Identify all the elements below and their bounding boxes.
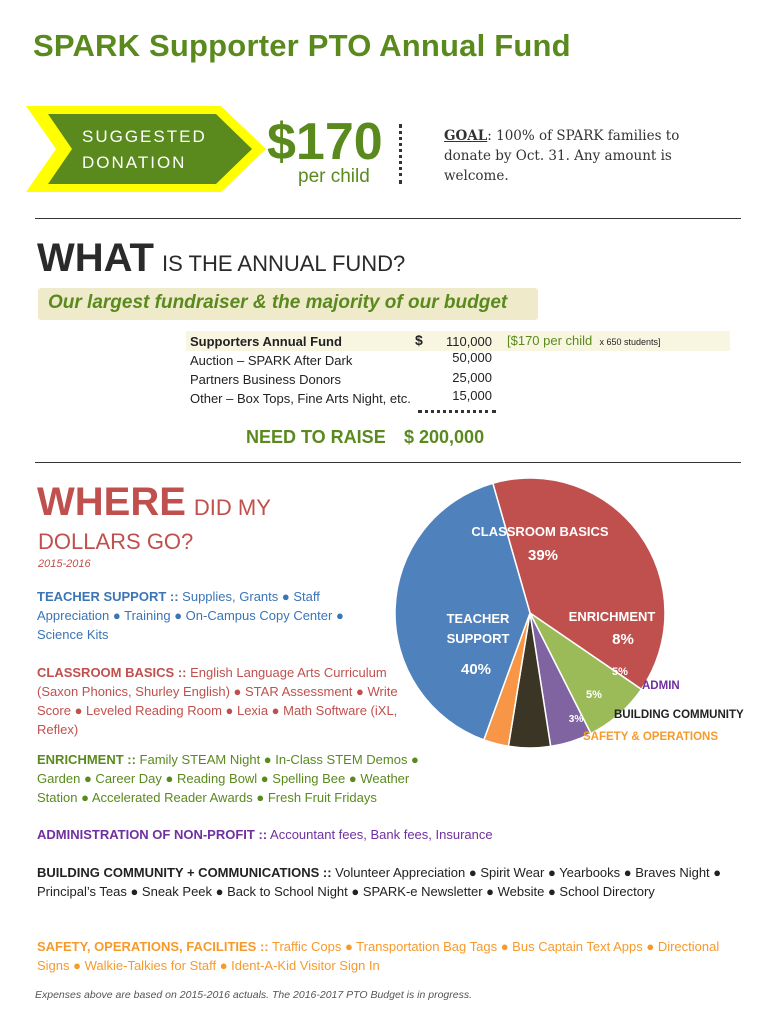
category-administration (37, 825, 597, 844)
fund-row-dollar-sign: $ (415, 332, 423, 348)
category-enrichment (37, 750, 447, 807)
suggested-donation-label (82, 124, 207, 176)
where-heading-line2: DOLLARS GO? (38, 529, 194, 554)
fiscal-year: 2015-2016 (38, 558, 91, 570)
fund-row-label: Supporters Annual Fund (190, 334, 342, 349)
pie-pct-safety: 3% (568, 714, 584, 725)
pie-pct-admin: 5% (612, 666, 628, 678)
fund-row-label: Partners Business Donors (190, 372, 342, 387)
category-text: English Language Arts Curriculum (Saxon Phonics, Shurley English) ● STAR Assessment ● Write Score ● Leveled Reading Room ● Lexia ● Math Software (iXL, Reflex) (37, 665, 398, 737)
what-tagline: Our largest fundraiser & the majority of our budget (38, 288, 538, 320)
section-divider (35, 218, 741, 219)
category-teacher-support (37, 587, 382, 644)
footnote: Expenses above are based on 2015-2016 actuals. The 2016-2017 PTO Budget is in progress. (35, 989, 473, 1001)
goal-text: : 100% of SPARK families to donate by Oct. 31. Any amount is welcome. (444, 128, 680, 184)
where-heading (37, 480, 271, 525)
category-building-community (37, 863, 727, 901)
pie-pct-teacher: 40% (460, 661, 492, 678)
category-head: SAFETY, OPERATIONS, FACILITIES :: (37, 939, 269, 954)
pie-pct-enrichment: 8% (612, 631, 634, 648)
pie-label-enrichment: ENRICHMENT (568, 609, 656, 624)
what-heading-big: WHAT (37, 236, 154, 280)
pie-label-teacher-1: TEACHER (446, 611, 510, 626)
fund-row-label: Auction – SPARK After Dark (190, 353, 353, 368)
category-head: TEACHER SUPPORT :: (37, 589, 179, 604)
category-classroom-basics (37, 663, 412, 739)
spending-pie-chart (390, 468, 770, 758)
category-head: ENRICHMENT :: (37, 752, 136, 767)
per-child-note-text: [$170 per child (507, 333, 593, 348)
category-text: Traffic Cops ● Transportation Bag Tags ● Bus Captain Text Apps ● Directional Signs ● Walkie-Talkies for Staff ● Ident-A-Kid Visitor Sign In (37, 939, 720, 973)
fund-row-amount: 110,000 (445, 334, 492, 349)
pie-label-classroom: CLASSROOM BASICS (471, 524, 609, 539)
pie-label-admin: ADMIN (642, 680, 680, 692)
category-head: CLASSROOM BASICS :: (37, 665, 187, 680)
pie-label-teacher-2: SUPPORT (446, 631, 510, 646)
pie-label-safety: SAFETY & OPERATIONS (583, 731, 719, 743)
page-title: SPARK Supporter PTO Annual Fund (33, 28, 571, 63)
fund-row-amount: 25,000 (452, 370, 492, 385)
fund-row-amount: 50,000 (452, 350, 492, 365)
what-heading (37, 236, 405, 281)
donation-unit: per child (298, 166, 370, 187)
what-heading-small: IS THE ANNUAL FUND? (162, 251, 406, 276)
students-note: x 650 students] (599, 337, 661, 347)
category-head: ADMINISTRATION OF NON-PROFIT :: (37, 827, 268, 842)
category-head: BUILDING COMMUNITY + COMMUNICATIONS :: (37, 865, 332, 880)
suggested-line: SUGGESTED (82, 127, 207, 146)
donation-line: DONATION (82, 153, 187, 172)
category-text: Volunteer Appreciation ● Spirit Wear ● Yearbooks ● Braves Night ● Principal’s Teas ● Sneak Peek ● Back to School Night ● SPARK-e Newsletter ● Website ● School Directory (37, 865, 722, 899)
goal-statement (444, 126, 724, 186)
dotted-divider (399, 124, 402, 184)
category-safety-operations (37, 937, 727, 975)
goal-label: GOAL (444, 128, 488, 144)
need-to-raise-amount: $ 200,000 (404, 427, 485, 447)
need-to-raise-label: NEED TO RAISE (246, 427, 386, 447)
fund-row-amount: 15,000 (452, 388, 492, 403)
where-heading-small: DID MY (193, 495, 271, 520)
donation-amount: $170 (267, 113, 383, 171)
pie-pct-building: 5% (586, 689, 602, 701)
pie-label-building: BUILDING COMMUNITY (614, 709, 744, 721)
category-text: Accountant fees, Bank fees, Insurance (267, 827, 493, 842)
where-heading-big: WHERE (37, 480, 186, 524)
per-child-note (507, 333, 661, 348)
section-divider (35, 462, 741, 463)
pie-pct-classroom: 39% (527, 547, 559, 564)
fund-row-label: Other – Box Tops, Fine Arts Night, etc. (190, 391, 411, 406)
category-text: Family STEAM Night ● In-Class STEM Demos ● Garden ● Career Day ● Reading Bowl ● Spelling Bee ● Weather Station ● Accelerated Reader Awards ● Fresh Fruit Fridays (37, 752, 419, 805)
category-text: Supplies, Grants ● Staff Appreciation ● Training ● On-Campus Copy Center ● Science Kits (37, 589, 344, 642)
sum-divider (418, 410, 496, 413)
